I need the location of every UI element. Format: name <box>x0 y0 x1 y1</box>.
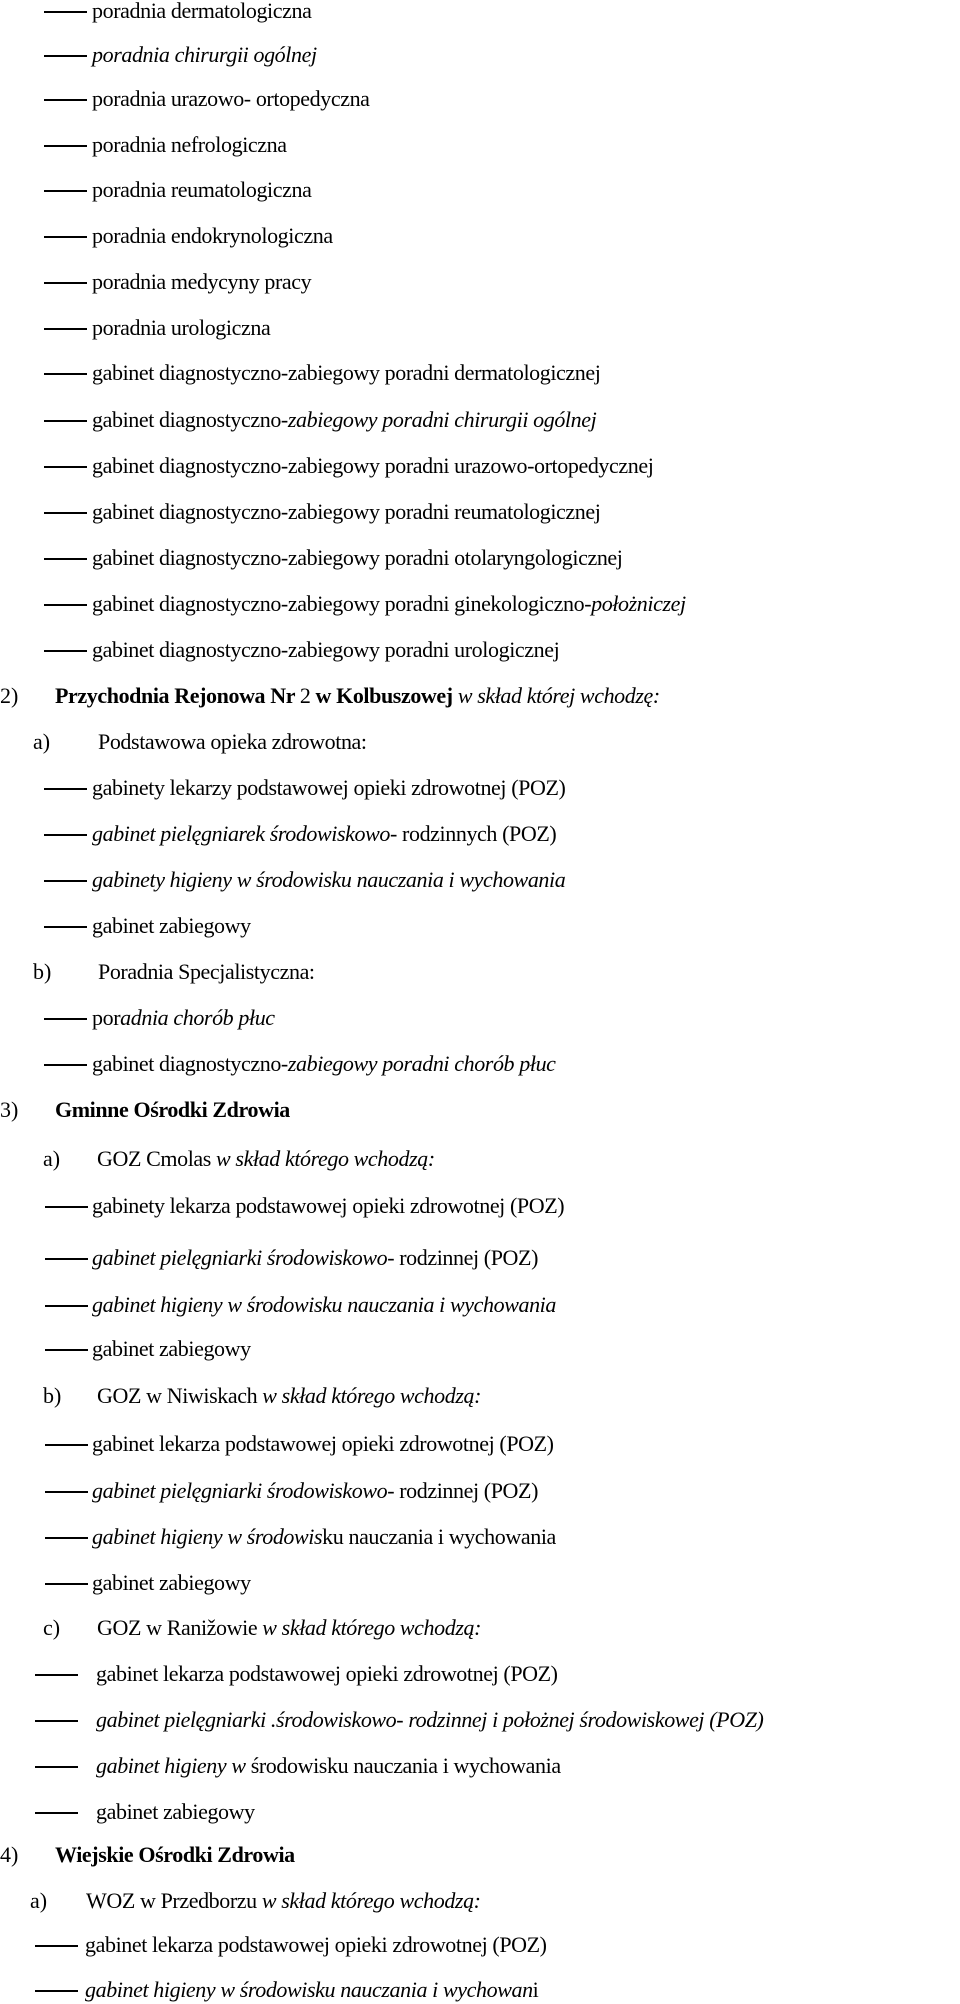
line-text <box>92 1244 538 1272</box>
text-run: w skład którego wchodzą: <box>262 1383 482 1408</box>
line-text <box>92 359 600 387</box>
line-text <box>92 820 556 848</box>
dash-bullet <box>35 1812 78 1814</box>
dash-bullet <box>45 1583 88 1585</box>
line-text <box>92 85 370 113</box>
text-run: - rodzinnej (POZ) <box>387 1245 539 1270</box>
dash-bullet <box>44 466 87 468</box>
line-text <box>97 1382 481 1410</box>
text-run: gabinet diagnostyczno-zabiegowy poradni otolaryngologicznej <box>92 545 623 570</box>
line-text <box>92 41 317 69</box>
text-run: poradnia medycyny pracy <box>92 269 312 294</box>
text-run: gabinety lekarzy podstawowej opieki zdrowotnej (POZ) <box>92 775 566 800</box>
text-run: WOZ w Przedborzu <box>86 1888 262 1913</box>
text-run: w Kolbuszowej <box>310 683 453 708</box>
text-run: Przychodnia Rejonowa Nr <box>55 683 300 708</box>
subsection-letter: b) <box>43 1383 62 1408</box>
dash-bullet <box>44 834 87 836</box>
text-run: gabinet diagnostyczno-zabiegowy poradni ginekologiczno- <box>92 591 592 616</box>
text-run: gabinet pielęgniarki środowiskowo <box>92 1478 388 1503</box>
text-run: poradnia dermatologiczna <box>92 0 312 23</box>
line-text <box>92 1430 554 1458</box>
line-text <box>92 866 565 894</box>
line-text <box>92 314 270 342</box>
dash-bullet <box>35 1990 78 1992</box>
section-number: 2) <box>0 683 19 708</box>
line-text <box>92 1523 556 1551</box>
line-text <box>92 912 251 940</box>
line-text <box>92 1050 556 1078</box>
text-run: gabinet diagnostyczno-zabiegowy poradni reumatologicznej <box>92 499 601 524</box>
text-run: poradnia chirurgii ogólnej <box>92 42 317 67</box>
subsection-letter: a) <box>33 729 51 754</box>
dash-bullet <box>45 1206 88 1208</box>
text-run: położniczej <box>591 591 686 616</box>
text-run: gabinet higieny w środowis <box>92 1524 323 1549</box>
line-text <box>92 131 287 159</box>
text-run: gabinet diagnostyczno- <box>92 1051 288 1076</box>
text-run: gabinet pielęgniarki .środowiskowo- rodzinnej i położnej środowiskowej (POZ) <box>96 1707 764 1732</box>
text-run: poradnia reumatologiczna <box>92 177 312 202</box>
dash-bullet <box>35 1720 78 1722</box>
text-run: gabinet zabiegowy <box>92 913 251 938</box>
dash-bullet <box>45 1305 88 1307</box>
text-run: - rodzinnych (POZ) <box>390 821 557 846</box>
text-run: Poradnia Specjalistyczna: <box>98 959 315 984</box>
line-text <box>85 1976 538 2004</box>
text-run: w skład którego wchodzą: <box>262 1615 482 1640</box>
dash-bullet <box>44 99 87 101</box>
dash-bullet <box>44 328 87 330</box>
dash-bullet <box>44 190 87 192</box>
line-text <box>92 1192 564 1220</box>
line-text <box>92 1291 556 1319</box>
dash-bullet <box>45 1491 88 1493</box>
dash-bullet <box>44 788 87 790</box>
text-run: poradnia urazowo- ortopedyczna <box>92 86 370 111</box>
line-text <box>98 728 367 756</box>
dash-bullet <box>44 650 87 652</box>
subsection-letter: a) <box>30 1888 48 1913</box>
line-text <box>92 406 596 434</box>
line-text <box>97 1614 481 1642</box>
text-run: gabinet zabiegowy <box>92 1336 251 1361</box>
dash-bullet <box>44 558 87 560</box>
text-run: gabinet zabiegowy <box>92 1570 251 1595</box>
dash-bullet <box>44 236 87 238</box>
line-text <box>92 544 623 572</box>
line-text <box>98 958 315 986</box>
text-run: Podstawowa opieka zdrowotna: <box>98 729 367 754</box>
line-text <box>96 1798 255 1826</box>
text-run: gabinet higieny w środowisku nauczania i wychowania <box>92 1292 556 1317</box>
text-run: poradnia nefrologiczna <box>92 132 287 157</box>
text-run: gabinet zabiegowy <box>96 1799 255 1824</box>
text-run: poradnia urologiczna <box>92 315 271 340</box>
text-run: gabinet pielęgniarek środowiskowo <box>92 821 391 846</box>
dash-bullet <box>35 1674 78 1676</box>
line-text <box>92 1569 251 1597</box>
line-text <box>85 1931 547 1959</box>
text-run: GOZ w Ranižowie <box>97 1615 263 1640</box>
text-run: gabinet lekarza podstawowej opieki zdrowotnej (POZ) <box>96 1661 558 1686</box>
line-text <box>92 268 311 296</box>
line-text <box>92 1477 538 1505</box>
dash-bullet <box>45 1537 88 1539</box>
text-run: w skład którego wchodzą: <box>261 1888 481 1913</box>
text-run: w skład której wchodzę: <box>452 683 660 708</box>
line-text <box>92 1004 275 1032</box>
dash-bullet <box>44 926 87 928</box>
dash-bullet <box>44 512 87 514</box>
text-run: w skład którego wchodzą: <box>216 1146 435 1171</box>
line-text <box>92 498 600 526</box>
text-run: adnia chorób płuc <box>120 1005 275 1030</box>
text-run: Wiejskie Ośrodki Zdrowia <box>55 1842 295 1867</box>
section-number: 4) <box>0 1842 19 1867</box>
text-run: GOZ Cmolas <box>97 1146 217 1171</box>
text-run: poradnia endokrynologiczna <box>92 223 333 248</box>
dash-bullet <box>44 11 87 13</box>
line-text <box>96 1752 561 1780</box>
text-run: gabinet higieny w środowisku nauczania i wychowan <box>85 1977 533 2002</box>
dash-bullet <box>44 1018 87 1020</box>
line-text <box>92 774 565 802</box>
line-text <box>92 222 333 250</box>
text-run: zabiegowy poradni chirurgii ogólnej <box>287 407 597 432</box>
text-run: gabinet lekarza podstawowej opieki zdrowotnej (POZ) <box>85 1932 547 1957</box>
dash-bullet <box>44 420 87 422</box>
subsection-letter: b) <box>33 959 52 984</box>
text-run: - rodzinnej (POZ) <box>387 1478 539 1503</box>
dash-bullet <box>44 880 87 882</box>
line-text <box>97 1145 435 1173</box>
dash-bullet <box>44 604 87 606</box>
dash-bullet <box>35 1945 78 1947</box>
text-run: GOZ w Niwiskach <box>97 1383 263 1408</box>
line-text <box>86 1887 481 1915</box>
line-text <box>92 176 311 204</box>
text-run: 2 <box>299 683 311 708</box>
text-run: gabinet higieny w <box>96 1753 251 1778</box>
text-run: gabinet lekarza podstawowej opieki zdrowotnej (POZ) <box>92 1431 554 1456</box>
line-text <box>55 1841 295 1869</box>
line-text <box>96 1660 558 1688</box>
line-text <box>55 682 660 710</box>
line-text <box>92 590 686 618</box>
dash-bullet <box>44 1064 87 1066</box>
dash-bullet <box>45 1444 88 1446</box>
section-number: 3) <box>0 1097 19 1122</box>
text-run: gabinet diagnostyczno-zabiegowy poradni urologicznej <box>92 637 560 662</box>
text-run: por <box>92 1005 121 1030</box>
text-run: gabinet diagnostyczno- <box>92 407 288 432</box>
dash-bullet <box>44 55 87 57</box>
line-text <box>92 452 653 480</box>
line-text <box>92 1335 251 1363</box>
subsection-letter: c) <box>43 1615 61 1640</box>
line-text <box>92 636 559 664</box>
line-text <box>92 0 311 25</box>
subsection-letter: a) <box>43 1146 61 1171</box>
text-run: ku nauczania i wychowania <box>322 1524 556 1549</box>
dash-bullet <box>44 282 87 284</box>
line-text <box>55 1096 290 1124</box>
text-run: gabinet diagnostyczno-zabiegowy poradni dermatologicznej <box>92 360 601 385</box>
text-run: i <box>532 1977 539 2002</box>
text-run: gabinet pielęgniarki środowiskowo <box>92 1245 388 1270</box>
line-text <box>96 1706 763 1734</box>
dash-bullet <box>45 1258 88 1260</box>
text-run: Gminne Ośrodki Zdrowia <box>55 1097 290 1122</box>
text-run: gabinety higieny w środowisku nauczania i wychowania <box>92 867 566 892</box>
dash-bullet <box>35 1766 78 1768</box>
text-run: gabinet diagnostyczno-zabiegowy poradni urazowo-ortopedycznej <box>92 453 654 478</box>
dash-bullet <box>45 1349 88 1351</box>
text-run: zabiegowy poradni chorób płuc <box>287 1051 556 1076</box>
dash-bullet <box>44 373 87 375</box>
text-run: środowisku nauczania i wychowania <box>250 1753 561 1778</box>
dash-bullet <box>44 145 87 147</box>
text-run: gabinety lekarza podstawowej opieki zdrowotnej (POZ) <box>92 1193 565 1218</box>
